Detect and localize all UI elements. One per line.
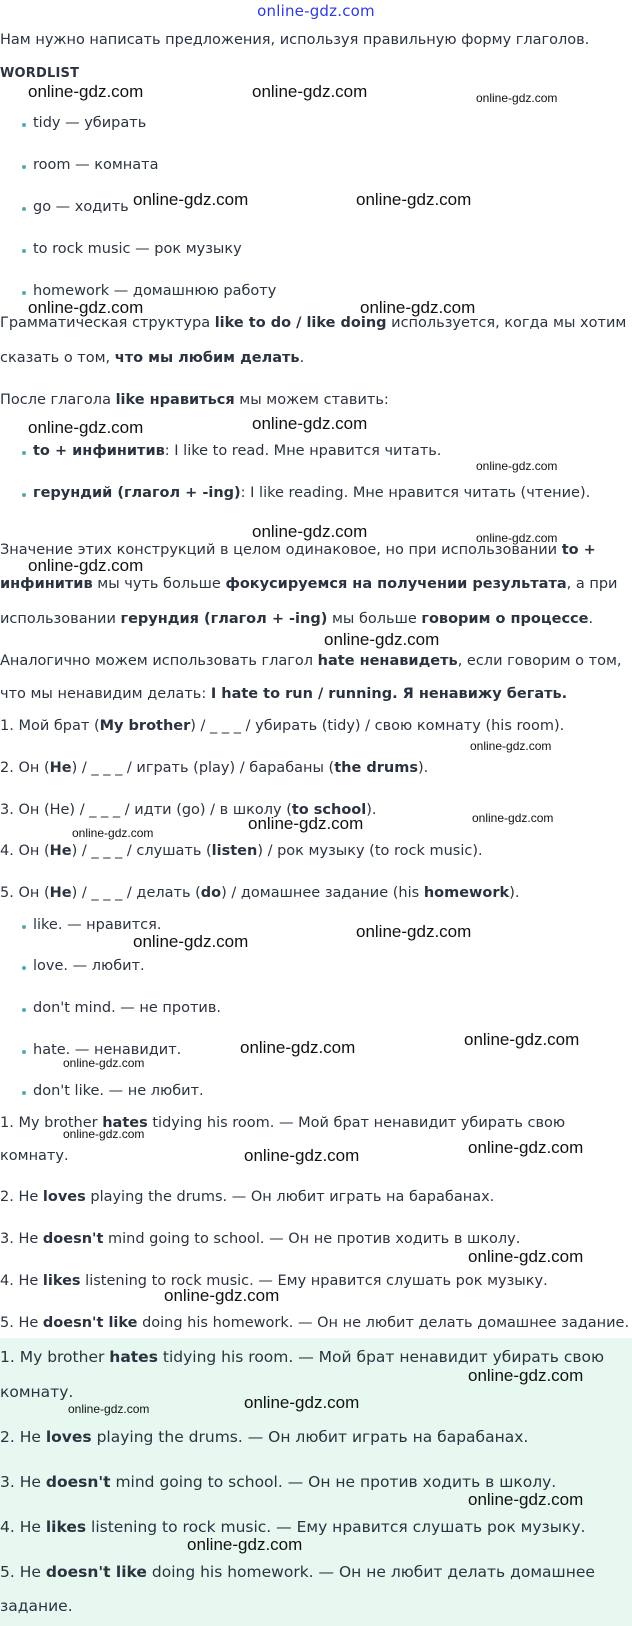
answer-3: 3. He doesn't mind going to school. — Он не против ходить в школу. bbox=[0, 1231, 521, 1247]
site-header-link[interactable]: online-gdz.com bbox=[257, 2, 375, 20]
wordlist-heading: WORDLIST bbox=[0, 66, 80, 81]
option-item: love. — любит. bbox=[33, 958, 145, 974]
wordlist-item: tidy — убирать bbox=[33, 115, 147, 131]
answer-2: 2. He loves playing the drums. — Он любит играть на барабанах. bbox=[0, 1189, 495, 1205]
watermark-text: online-gdz.com bbox=[476, 91, 558, 105]
watermark-text: online-gdz.com bbox=[28, 298, 144, 317]
watermark-text: online-gdz.com bbox=[360, 298, 476, 317]
watermark-text: online-gdz.com bbox=[248, 814, 364, 833]
option-item: don't like. — не любит. bbox=[33, 1083, 204, 1099]
answer-box-5: 5. He doesn't like doing his homework. — Он не любит делать домашнее bbox=[0, 1563, 595, 1581]
watermark-text: online-gdz.com bbox=[252, 82, 368, 101]
watermark-text: online-gdz.com bbox=[133, 932, 249, 951]
task-4: 4. Он (He) / _ _ _ / слушать (listen) / рок музыку (to rock music). bbox=[0, 843, 483, 859]
option-item: don't mind. — не против. bbox=[33, 1000, 222, 1016]
answer-box-3: 3. He doesn't mind going to school. — Он не против ходить в школу. bbox=[0, 1473, 557, 1491]
grammar-paragraph-cont: сказать о том, что мы любим делать. bbox=[0, 350, 305, 366]
meaning-paragraph: Значение этих конструкций в целом одинаковое, но при использовании to + bbox=[0, 542, 596, 558]
watermark-text: online-gdz.com bbox=[470, 739, 552, 753]
option-item: like. — нравится. bbox=[33, 917, 162, 933]
meaning-paragraph-cont: инфинитив мы чуть больше фокусируемся на получении результата, а при bbox=[0, 576, 618, 592]
watermark-text: online-gdz.com bbox=[476, 531, 558, 545]
watermark-text: online-gdz.com bbox=[324, 630, 440, 649]
watermark-text: online-gdz.com bbox=[252, 522, 368, 541]
task-1: 1. Мой брат (My brother) / _ _ _ / убирать (tidy) / свою комнату (his room). bbox=[0, 718, 565, 734]
watermark-text: online-gdz.com bbox=[356, 190, 472, 209]
watermark-text: online-gdz.com bbox=[63, 1056, 145, 1070]
watermark-text: online-gdz.com bbox=[28, 82, 144, 101]
task-2: 2. Он (He) / _ _ _ / играть (play) / барабаны (the drums). bbox=[0, 760, 429, 776]
watermark-text: online-gdz.com bbox=[133, 190, 249, 209]
grammar-paragraph: Грамматическая структура like to do / like doing используется, когда мы хотим bbox=[0, 315, 627, 331]
watermark-text: online-gdz.com bbox=[72, 826, 154, 840]
watermark-text: online-gdz.com bbox=[252, 414, 368, 433]
hate-paragraph: Аналогично можем использовать глагол hate ненавидеть, если говорим о том, bbox=[0, 653, 622, 669]
hate-paragraph-cont: что мы ненавидим делать: I hate to run / running. Я ненавижу бегать. bbox=[0, 686, 568, 702]
watermark-text: online-gdz.com bbox=[468, 1366, 584, 1385]
answer-1-cont: комнату. bbox=[0, 1148, 69, 1164]
grammar-note: После глагола like нравиться мы можем ставить: bbox=[0, 392, 389, 408]
intro-text: Нам нужно написать предложения, используя правильную форму глаголов. bbox=[0, 32, 590, 48]
watermark-text: online-gdz.com bbox=[472, 811, 554, 825]
watermark-text: online-gdz.com bbox=[68, 1402, 150, 1416]
grammar-bullet-infinitive: to + инфинитив: I like to read. Мне нравится читать. bbox=[33, 443, 442, 459]
watermark-text: online-gdz.com bbox=[464, 1030, 580, 1049]
answer-box-2: 2. He loves playing the drums. — Он любит играть на барабанах. bbox=[0, 1428, 529, 1446]
wordlist-item: room — комната bbox=[33, 157, 159, 173]
watermark-text: online-gdz.com bbox=[28, 556, 144, 575]
wordlist-item: go — ходить bbox=[33, 199, 129, 215]
watermark-text: online-gdz.com bbox=[240, 1038, 356, 1057]
wordlist-item: homework — домашнюю работу bbox=[33, 283, 277, 299]
answer-box-1: 1. My brother hates tidying his room. — Мой брат ненавидит убирать свою bbox=[0, 1348, 605, 1366]
answer-1: 1. My brother hates tidying his room. — Мой брат ненавидит убирать свою bbox=[0, 1115, 566, 1131]
watermark-text: online-gdz.com bbox=[63, 1127, 145, 1141]
grammar-bullet-gerund: герундий (глагол + -ing): I like reading. Мне нравится читать (чтение). bbox=[33, 485, 591, 501]
watermark-text: online-gdz.com bbox=[244, 1393, 360, 1412]
watermark-text: online-gdz.com bbox=[476, 459, 558, 473]
task-3: 3. Он (He) / _ _ _ / идти (go) / в школу (to school). bbox=[0, 802, 377, 818]
watermark-text: online-gdz.com bbox=[468, 1247, 584, 1266]
task-5: 5. Он (He) / _ _ _ / делать (do) / домашнее задание (his homework). bbox=[0, 885, 520, 901]
answer-5: 5. He doesn't like doing his homework. — Он не любит делать домашнее задание. bbox=[0, 1315, 630, 1331]
watermark-text: online-gdz.com bbox=[356, 922, 472, 941]
watermark-text: online-gdz.com bbox=[244, 1146, 360, 1165]
answer-box-4: 4. He likes listening to rock music. — Ему нравится слушать рок музыку. bbox=[0, 1518, 586, 1536]
meaning-paragraph-cont2: использовании герундия (глагол + -ing) мы больше говорим о процессе. bbox=[0, 611, 594, 627]
watermark-text: online-gdz.com bbox=[187, 1535, 303, 1554]
watermark-text: online-gdz.com bbox=[468, 1490, 584, 1509]
watermark-text: online-gdz.com bbox=[28, 418, 144, 437]
option-item: hate. — ненавидит. bbox=[33, 1042, 182, 1058]
answer-box-5-cont: задание. bbox=[0, 1597, 73, 1615]
answer-4: 4. He likes listening to rock music. — Ему нравится слушать рок музыку. bbox=[0, 1273, 548, 1289]
watermark-text: online-gdz.com bbox=[164, 1286, 280, 1305]
watermark-text: online-gdz.com bbox=[468, 1138, 584, 1157]
wordlist-item: to rock music — рок музыку bbox=[33, 241, 242, 257]
answer-box-1-cont: комнату. bbox=[0, 1383, 74, 1401]
